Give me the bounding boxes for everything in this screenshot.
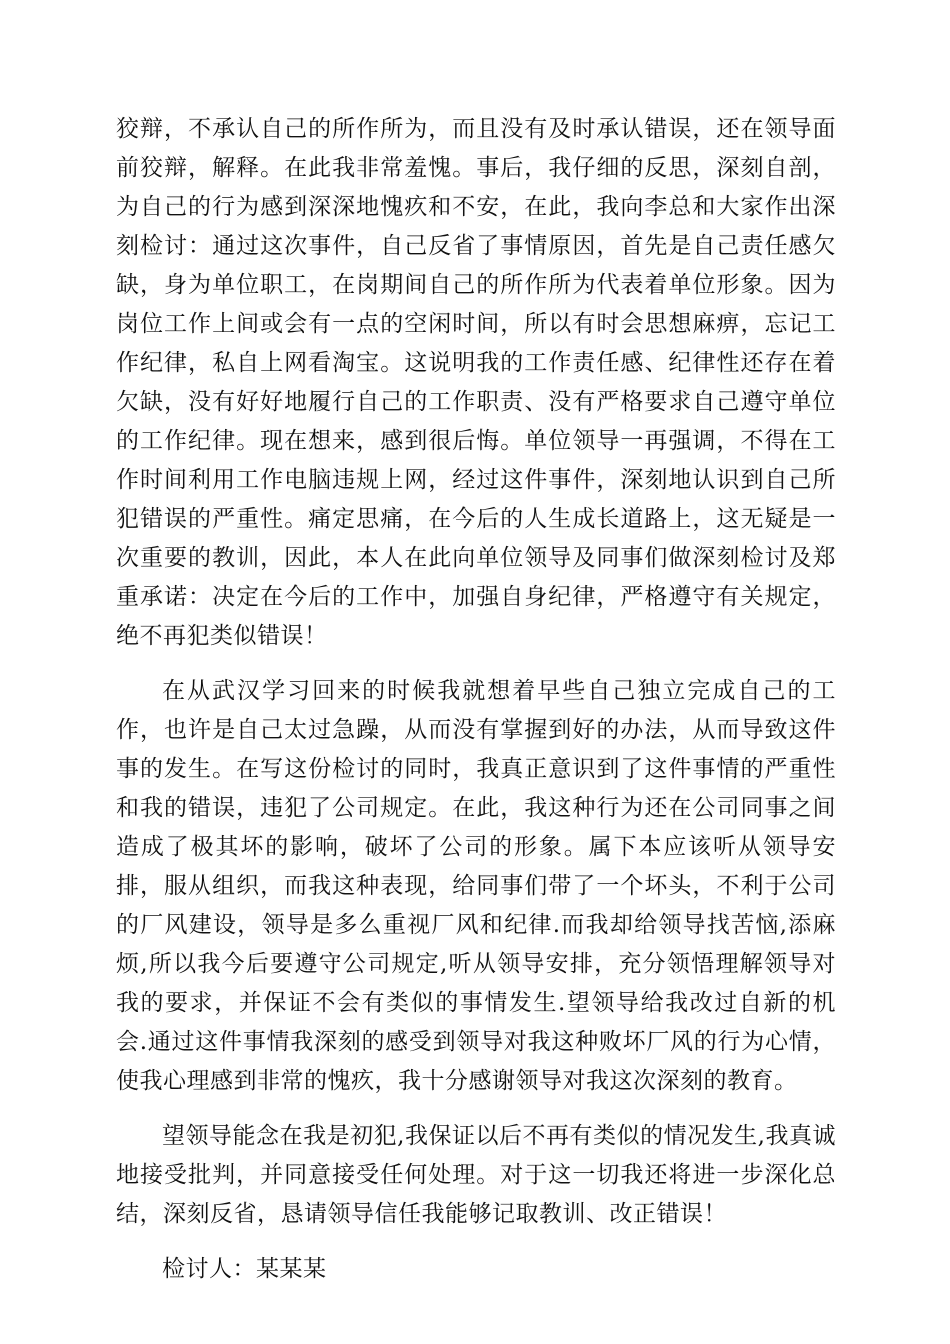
document-body (116, 110, 836, 1289)
paragraph-continued: 狡辩，不承认自己的所作所为，而且没有及时承认错误，还在领导面前狡辩，解释。在此我非常羞愧。事后，我仔细的反思，深刻自剖，为自己的行为感到深深地愧疚和不安，在此，我向李总和大家作出深刻检讨：通过这次事件，自己反省了事情原因，首先是自己责任感欠缺，身为单位职工，在岗期间自己的所作所为代表着单位形象。因为岗位工作上间或会有一点的空闲时间，所以有时会思想麻痹，忘记工作纪律，私自上网看淘宝。这说明我的工作责任感、纪律性还存在着欠缺，没有好好地履行自己的工作职责、没有严格要求自己遵守单位的工作纪律。现在想来，感到很后悔。单位领导一再强调，不得在工作时间利用工作电脑违规上网，经过这件事件，深刻地认识到自己所犯错误的严重性。痛定思痛，在今后的人生成长道路上，这无疑是一次重要的教训，因此，本人在此向单位领导及同事们做深刻检讨及郑重承诺：决定在今后的工作中，加强自身纪律，严格遵守有关规定，绝不再犯类似错误！ (116, 116, 836, 649)
signature-line: 检讨人：某某某 (162, 1256, 327, 1282)
paragraph-request: 望领导能念在我是初犯,我保证以后不再有类似的情况发生,我真诚地接受批判，并同意接受任何处理。对于这一切我还将进一步深化总结，深刻反省，恳请领导信任我能够记取教训、改正错误！ (116, 1123, 836, 1227)
paragraph-wuhan: 在从武汉学习回来的时候我就想着早些自己独立完成自己的工作，也许是自己太过急躁，从而没有掌握到好的办法，从而导致这件事的发生。在写这份检讨的同时，我真正意识到了这件事情的严重性和我的错误，违犯了公司规定。在此，我这种行为还在公司同事之间造成了极其坏的影响，破坏了公司的形象。属下本应该听从领导安排，服从组织，而我这种表现，给同事们带了一个坏头，不利于公司的厂风建设，领导是多么重视厂风和纪律.而我却给领导找苦恼,添麻烦,所以我今后要遵守公司规定,听从领导安排，充分领悟理解领导对我的要求，并保证不会有类似的事情发生.望领导给我改过自新的机会.通过这件事情我深刻的感受到领导对我这种败坏厂风的行为心情，使我心理感到非常的愧疚，我十分感谢领导对我这次深刻的教育。 (116, 678, 836, 1094)
